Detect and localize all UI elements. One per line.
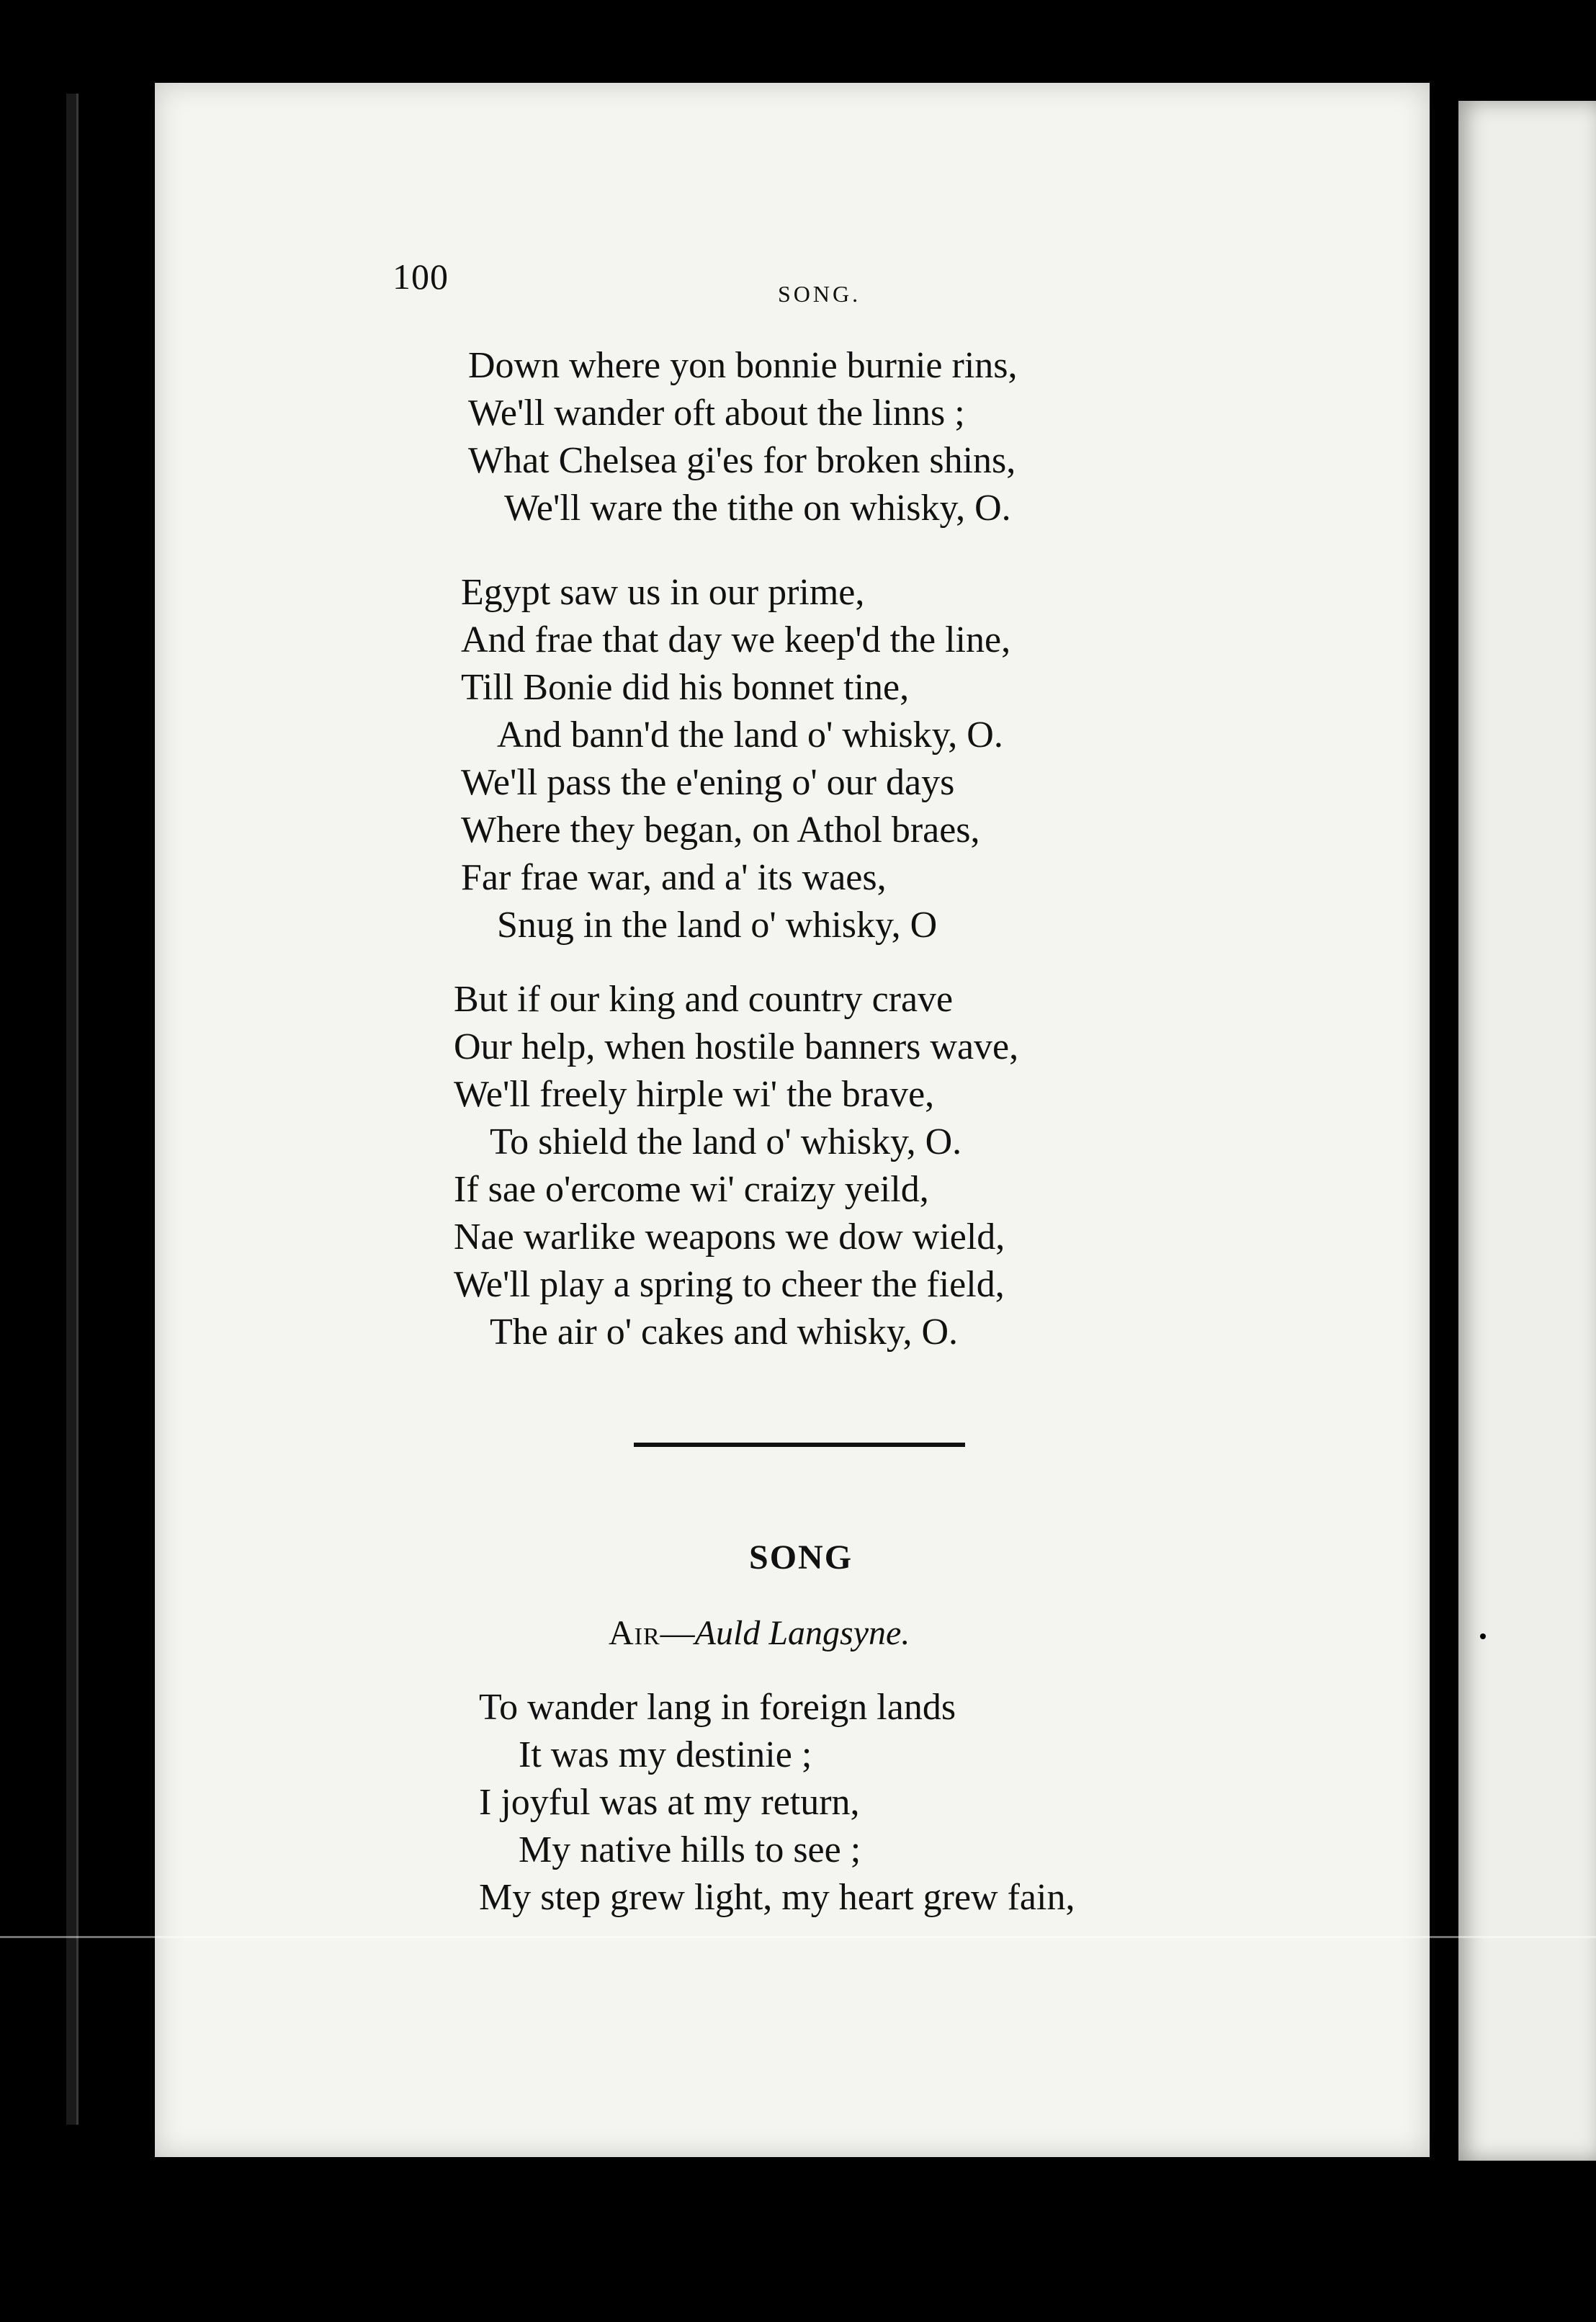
poem-line: We'll ware the tithe on whisky, O. [504, 488, 1011, 529]
book-gutter [1430, 72, 1458, 2175]
poem-line: Where they began, on Athol braes, [461, 810, 980, 851]
poem-stanza-3 [454, 976, 1018, 1356]
poem-line: We'll freely hirple wi' the brave, [454, 1074, 935, 1115]
poem-line: My step grew light, my heart grew fain, [479, 1877, 1075, 1918]
poem-line: But if our king and country crave [454, 979, 954, 1020]
poem-line: Nae warlike weapons we dow wield, [454, 1216, 1005, 1258]
poem-line: We'll wander oft about the linns ; [468, 393, 965, 434]
air-line [609, 1613, 910, 1653]
poem-line: We'll pass the e'ening o' our days [461, 762, 955, 803]
poem-line: Down where yon bonnie burnie rins, [468, 345, 1018, 386]
poem-line: Egypt saw us in our prime, [461, 572, 865, 613]
poem-stanza-1 [468, 342, 1018, 532]
page-number: 100 [393, 256, 449, 297]
running-head: SONG. [778, 281, 861, 307]
air-label: Air [609, 1614, 660, 1652]
facing-page [1458, 101, 1596, 2161]
song-title: SONG [749, 1538, 853, 1577]
poem-line: The air o' cakes and whisky, O. [490, 1312, 959, 1353]
poem-line: My native hills to see ; [519, 1829, 861, 1870]
scan-artifact-line [0, 1936, 1596, 1938]
poem-line: Till Bonie did his bonnet tine, [461, 667, 910, 708]
song-stanza-1 [479, 1684, 1075, 1922]
poem-line: What Chelsea gi'es for broken shins, [468, 440, 1016, 481]
ink-speck [1430, 1512, 1440, 1525]
tune-name: Auld Langsyne. [694, 1614, 910, 1652]
section-divider [634, 1443, 965, 1447]
poem-stanza-2 [461, 569, 1010, 949]
poem-line: Our help, when hostile banners wave, [454, 1026, 1019, 1067]
poem-line: It was my destinie ; [519, 1734, 812, 1775]
poem-line: And bann'd the land o' whisky, O. [497, 714, 1003, 756]
air-dash: — [660, 1614, 695, 1652]
ink-speck [1480, 1633, 1486, 1639]
poem-line: Far frae war, and a' its waes, [461, 857, 887, 898]
poem-line: Snug in the land o' whisky, O [497, 905, 938, 946]
poem-line: We'll play a spring to cheer the field, [454, 1264, 1005, 1305]
poem-line: To shield the land o' whisky, O. [490, 1121, 962, 1162]
poem-line: And frae that day we keep'd the line, [461, 619, 1011, 660]
book-edge [66, 94, 79, 2125]
poem-line: To wander lang in foreign lands [479, 1687, 956, 1728]
poem-line: If sae o'ercome wi' craizy yeild, [454, 1169, 929, 1210]
poem-line: I joyful was at my return, [479, 1782, 860, 1823]
